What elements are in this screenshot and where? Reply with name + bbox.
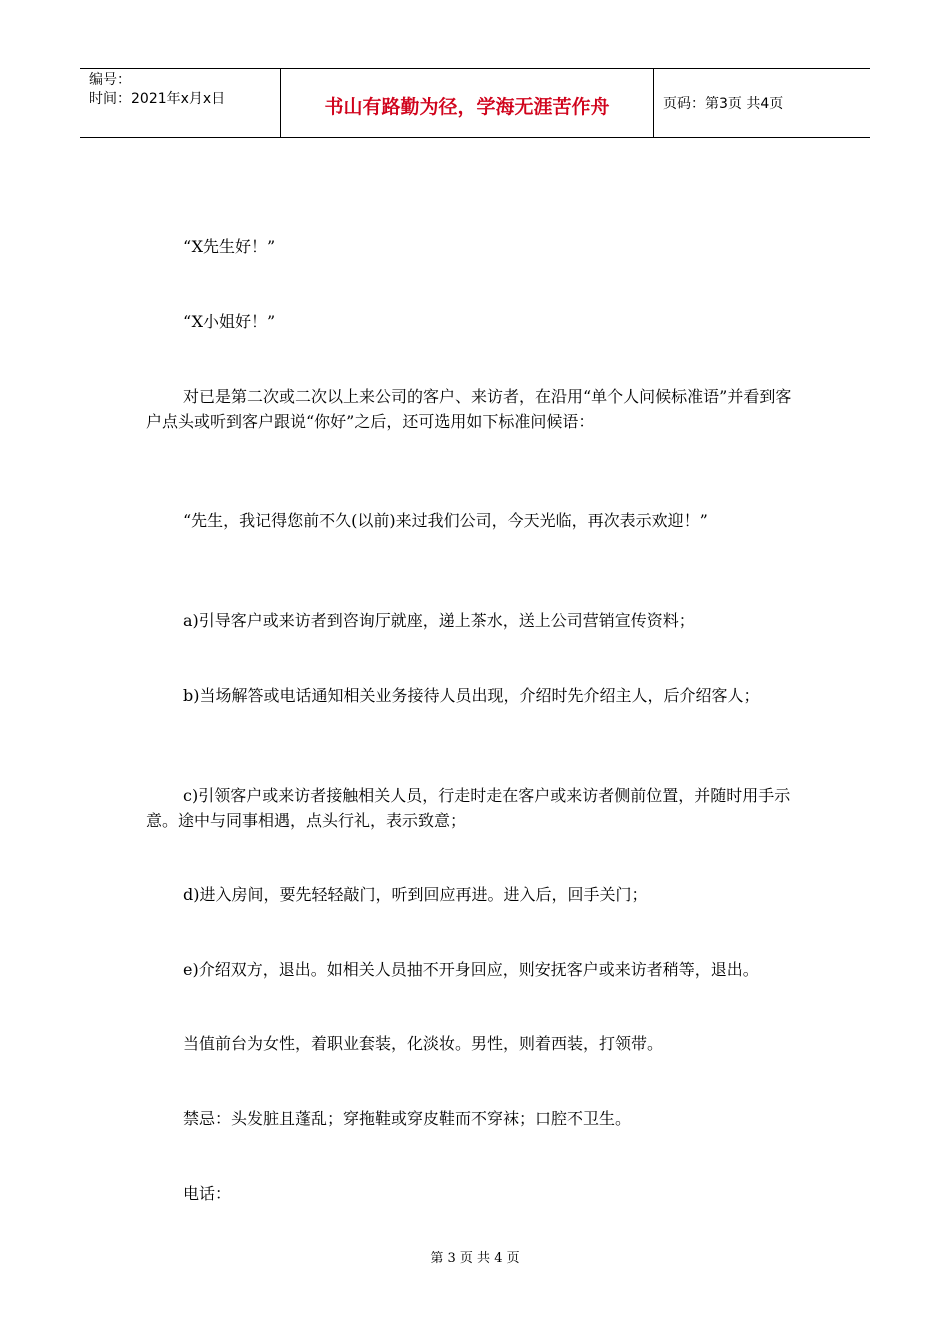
step-e: e)介绍双方，退出。如相关人员抽不开身回应，则安抚客户或来访者稍等，退出。	[183, 960, 759, 979]
document-date: 时间：2021年x月x日	[89, 91, 226, 107]
welcome-back-greeting: “先生，我记得您前不久(以前)来过我们公司，今天光临，再次表示欢迎！”	[183, 511, 708, 530]
step-b: b)当场解答或电话通知相关业务接待人员出现，介绍时先介绍主人，后介绍客人；	[183, 686, 760, 705]
header-meta	[80, 69, 281, 137]
telephone-heading: 电话：	[183, 1184, 232, 1203]
taboos: 禁忌：头发脏且蓬乱；穿拖鞋或穿皮鞋而不穿袜；口腔不卫生。	[183, 1109, 632, 1128]
step-a: a)引导客户或来访者到咨询厅就座，递上茶水，送上公司营销宣传资料；	[183, 611, 695, 630]
greeting-miss: “X小姐好！”	[183, 312, 276, 331]
step-c: c)引领客户或来访者接触相关人员，行走时走在客户或来访者侧前位置，并随时用手示意。途中与同事相遇，点头行礼，表示致意；	[146, 786, 791, 830]
page-footer: 第 3 页 共 4 页	[430, 1251, 520, 1266]
step-d: d)进入房间，要先轻轻敲门，听到回应再进。进入后，回手关门；	[183, 885, 648, 904]
repeat-visitor-instruction: 对已是第二次或二次以上来公司的客户、来访者，在沿用“单个人问候标准语”并看到客户点头或听到客户跟说“你好”之后，还可选用如下标准问候语：	[146, 387, 792, 431]
page-header	[80, 68, 870, 138]
greeting-mr: “X先生好！”	[183, 237, 276, 256]
document-number-label: 编号：	[89, 72, 131, 88]
header-page-code: 页码：第3页 共4页	[663, 96, 784, 112]
header-motto: 书山有路勤为径，学海无涯苦作舟	[281, 69, 654, 137]
dress-code: 当值前台为女性，着职业套装，化淡妆。男性，则着西装，打领带。	[183, 1034, 664, 1053]
